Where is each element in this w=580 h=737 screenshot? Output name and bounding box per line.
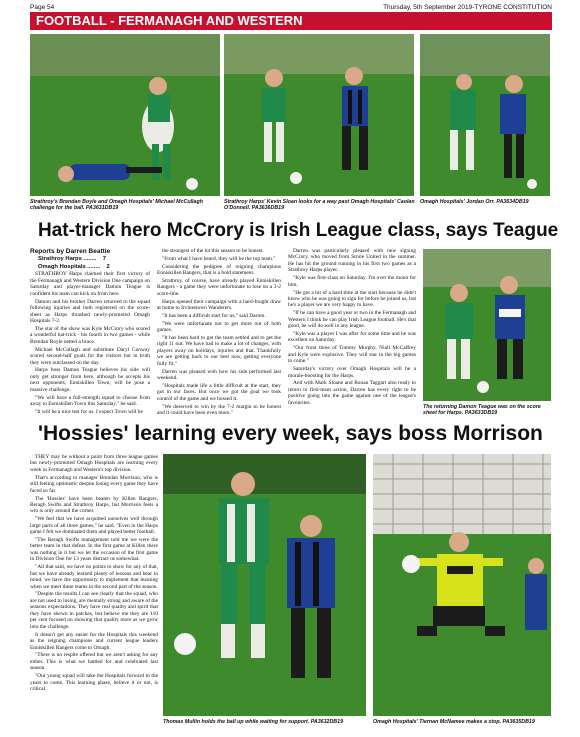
paragraph: "We deserved to win by the 7-2 margin to be honest and it could have been even more.": [157, 403, 281, 417]
paragraph: "Kyle was first-class on Saturday. I'm over the moon for him.: [288, 275, 416, 288]
teague-photo: [423, 249, 551, 401]
score-row: Strathroy Harps ........ 7: [38, 255, 106, 262]
photo-caption: Omagh Hospitals' Tiernan McNamee makes a stop. PA3635DB19: [373, 719, 535, 725]
date-and-paper: Thursday, 5th September 2019-TYRONE CONSTITUTION: [383, 4, 552, 11]
paragraph: "Despite the results I can see clearly that the squad, who are not used to losing, are mentally strong and aware of the seasons expectations. They have real quality and spirit that they have shown in patches, but believe me they are 110 per cent focused on showing that quality more as we grow into the challenge.: [30, 591, 158, 630]
paragraph: Darren was particularly pleased with new signing McCrory, who moved from Strule United in the summer. He has hit the ground running in his first two games as a Strathroy Harps player.: [288, 248, 416, 274]
goalkeeper-photo: [373, 454, 551, 716]
paragraph: "It will be a nice test for us. I expect Town will be: [35, 408, 143, 415]
byline: Reports by Darren Beattie: [30, 248, 111, 255]
paragraph: "We were unfortunate not to get more out of both games.: [157, 320, 281, 334]
photo-caption: The returning Damon Teague was on the score sheet for Harps. PA3633DB19: [423, 404, 541, 417]
paragraph: Harps opened their campaign with a hard-fought draw at home to Irvinestown Wanderers.: [157, 298, 281, 312]
score-row: Omagh Hospitals ........ 2: [38, 263, 110, 270]
paragraph: STRATHROY Harps claimed their first victory of the Fermanagh and Western Division One campaign on Saturday and player-manager Damon Teague is confident his team can kick on from here.: [30, 271, 150, 297]
story1-column-2: [157, 248, 281, 444]
paragraph: "He got a bit of a hard time at the start because he didn't know who he was going to sign for before he joined us, but he's a player we are very happy to have.: [288, 289, 416, 309]
paragraph: "The Beragh Swifts management told me we were the better team in that defeat. In the first game at Killen there was nothing in it but we let the occasion of the first game in Division One for 13 years distract us somewhat.: [30, 537, 158, 563]
story1-column-1: [30, 248, 150, 444]
paragraph: "We will have a full-strength squad to choose from away to Enniskillen Town this Saturday," he said.: [30, 394, 150, 408]
page-number: Page 54: [30, 4, 55, 11]
mullin-photo: [163, 454, 366, 716]
team-name: Strathroy Harps: [38, 255, 82, 262]
paragraph: "Our young squad will take the Hospitals forward in the years to come. This learning phase, believe it or not, is critical.: [30, 673, 158, 693]
paragraph: "There is no respite offered but we aren't asking for any either. This is what we battled for and celebrated last season.: [30, 652, 158, 672]
team-name: Omagh Hospitals: [38, 263, 86, 270]
photo-caption: Thomas Mullin holds the ball up while waiting for support. PA3632DB19: [163, 719, 344, 725]
score-box: [38, 256, 150, 272]
paragraph: "It has been hard to get the team settled and to get the right 11 out. We have had to make a lot of changes, with players away on holidays, injuries and that. Thankfully we are getting back to our best now, getting everyone fully fit.": [157, 334, 281, 367]
story1-column-3: [288, 248, 416, 444]
story2-column-1: [30, 454, 158, 732]
paragraph: The star of the show was Kyle McCrory who scored a wonderful hat-trick - his fourth in two games - while Brendan Boyle netted a brace.: [30, 325, 150, 345]
paragraph: "Our front three of Tommy Murphy, Niall McCaffrey and Kyle were explosive. They will star in the big games to come.": [288, 345, 416, 365]
paragraph: "From what I have heard, they will be the top team.": [162, 255, 276, 262]
paragraph: the strongest of the lot this season to be honest.: [162, 248, 264, 254]
team-score: 7: [102, 255, 106, 262]
paragraph: Harps boss Damon Teague believes his side will only get stronger from here, although he accepts his next opponents, Enniskillen Town, will be pose a massive challenge.: [30, 367, 150, 393]
paragraph: "It has been a difficult start for us," said Darren.: [162, 312, 266, 319]
paragraph: Considering the pedigree of reigning champions Enniskillen Rangers, that is a bold statement.: [157, 263, 281, 277]
running-player-photo: [420, 34, 550, 196]
paragraph: Damon and his brother Darren returned to the squad following injuries and both registered on the score-sheet as Harps thrashed newly-promoted Omagh Hospitals 7-2.: [30, 298, 150, 325]
paragraph: And with Mark Sloane and Ronan Taggart also ready to return to first-team action, Darren has every right to be positive going into the game against one of the league's favourites.: [288, 380, 416, 406]
story2-headline: 'Hossies' learning every week, says boss Morrison: [38, 422, 543, 445]
paragraph: Strathroy, of course, have already played Enniskillen Rangers - a game they were unfortunate to lose on a 3-2 score-line.: [157, 277, 281, 297]
photo-caption: Omagh Hospitals' Jordan Orr. PA3634DB19: [420, 199, 529, 205]
paragraph: "We feel that we have acquitted ourselves well through large parts of all three games," he said. "Even in the Harps game I felt we dominated them and played better football.: [30, 516, 158, 536]
paragraph: Michael McCullagh and substitute Daryl Conway scored second-half goals for the visitors but in truth they were outclassed on the day.: [30, 346, 150, 366]
paragraph: Darren was pleased with how his side performed last weekend.: [157, 368, 281, 382]
team-score: 2: [106, 263, 110, 270]
section-banner: FOOTBALL - FERMANAGH AND WESTERN: [30, 12, 552, 30]
paragraph: That's according to manager Brendan Morrison, who is still feeling optimistic despite losing every game they have faced so far.: [30, 474, 158, 494]
paragraph: "Hospitals made life a little difficult at the start, they got in our faces. But once we got the goal we took control of the game and we bossed it.: [157, 382, 281, 402]
dribble-photo: [224, 34, 414, 196]
paragraph: "If he can have a good year or two in the Fermanagh and Western I think he can play Irish League football. He's that good, he will do well in any league.: [288, 310, 416, 330]
paragraph: Saturday's victory over Omagh Hospitals will be a morale-boosting for the Harps.: [288, 366, 416, 379]
paragraph: It doesn't get any easier for the Hospitals this weekend as the reigning champions and current league leaders Enniskillen Rangers come to Omagh.: [30, 631, 158, 651]
paragraph: "All that said, we have no points to show for any of that, but we have already learned plenty of lessons and bear in mind, we have the opportunity to implement that learning when we meet these teams in the second part of the season.: [30, 564, 158, 590]
story1-headline: Hat-trick hero McCrory is Irish League class, says Teague: [38, 220, 559, 241]
tackle-photo: [30, 34, 220, 196]
paragraph: THEY may be without a point from three league games but newly-promoted Omagh Hospitals are learning every week in Fermanagh and Western's top division.: [30, 454, 158, 473]
paragraph: The 'Hossies' have been beaten by Killen Rangers, Beragh Swifts and Strathroy Harps, but Morrison feels a win is only around the corner.: [30, 495, 158, 515]
paragraph: "Kyle was a player I was after for some time and he was excellent on Saturday.: [288, 331, 416, 344]
photo-caption: Strathroy's Brendan Boyle and Omagh Hospitals' Michael McCullagh challenge for the ball. PA3631DB19: [30, 199, 203, 212]
photo-caption: Strathroy Harps' Kevin Sloan looks for a way past Omagh Hospitals' Caolan O'Donnell. PA3636DB19: [224, 199, 415, 212]
